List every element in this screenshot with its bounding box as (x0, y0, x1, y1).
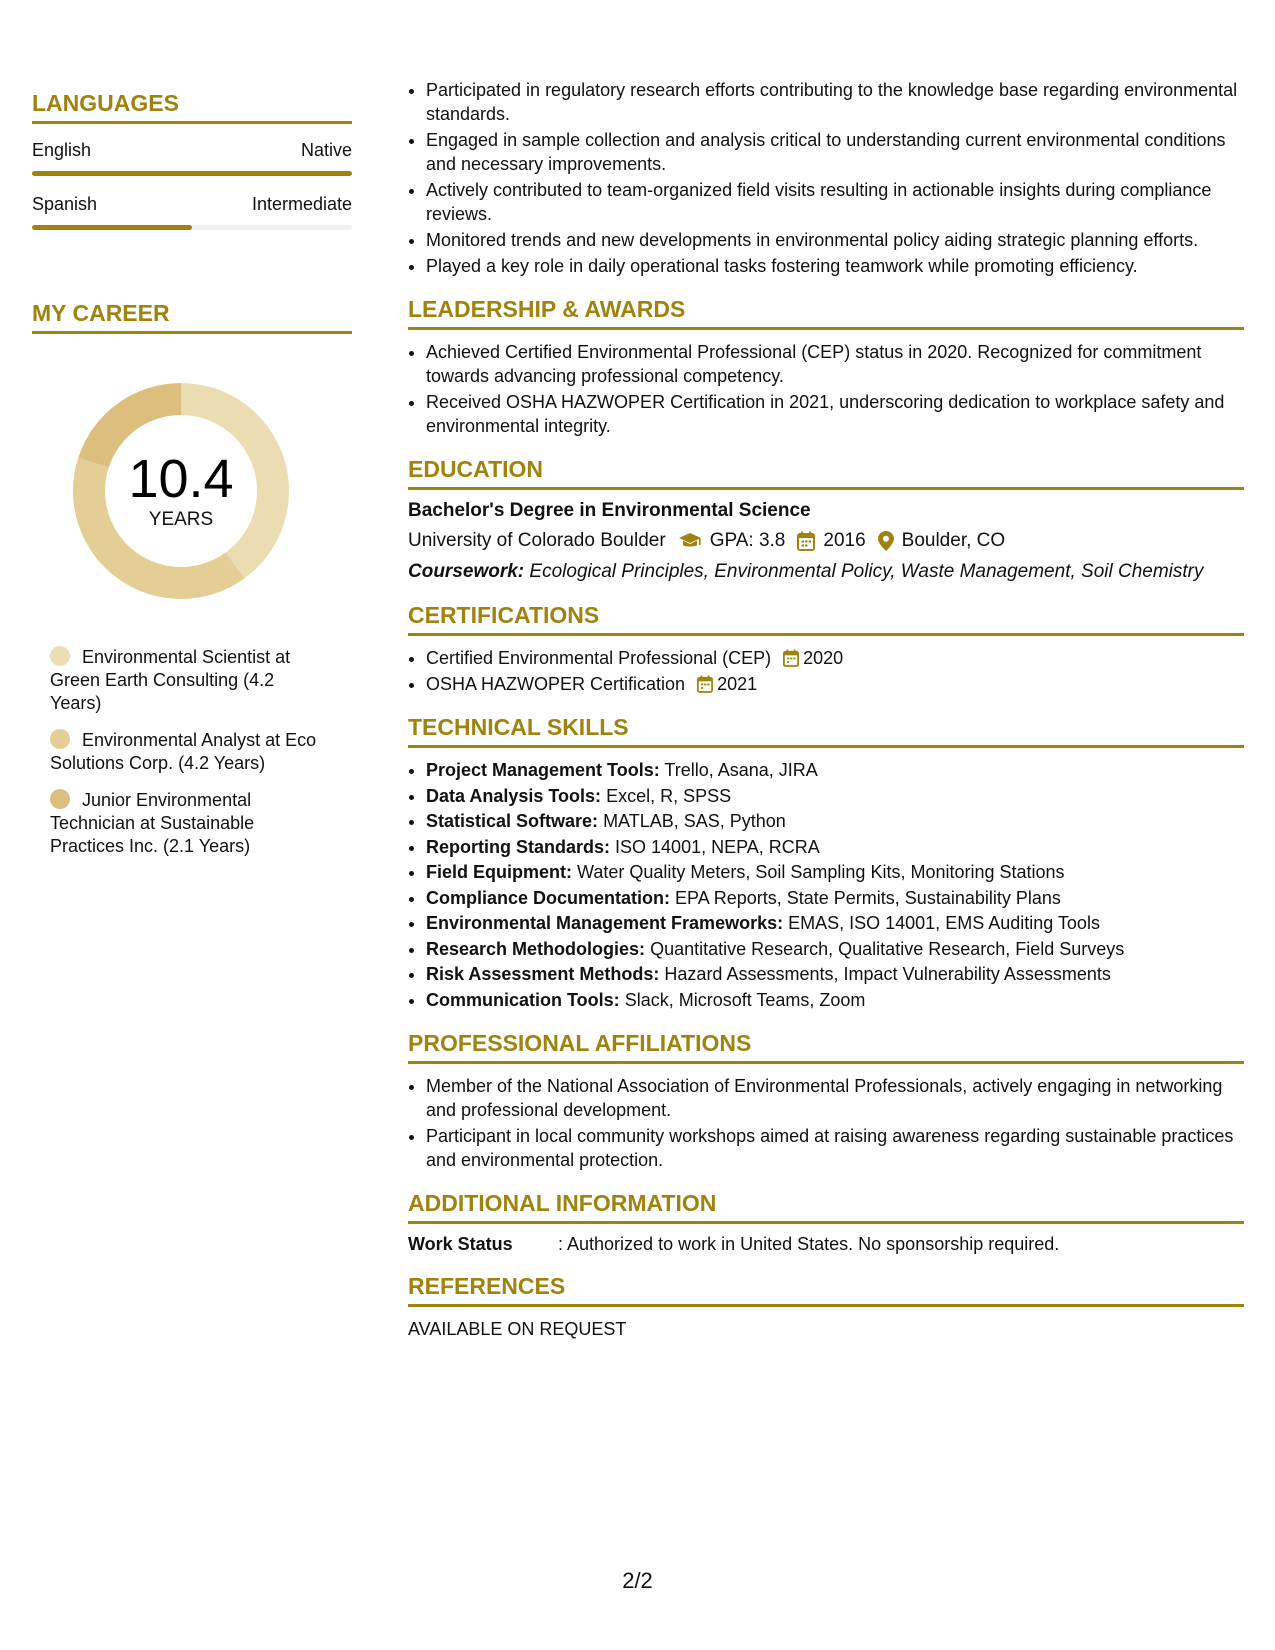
location-pin-icon (878, 531, 894, 551)
list-item: • Engaged in sample collection and analysis critical to understanding current environmental conditions and necessary improvements. (426, 128, 1244, 176)
skill-label: Research Methodologies: (426, 938, 646, 959)
additional-section (408, 1190, 1244, 1255)
skill-value: Hazard Assessments, Impact Vulnerability Assessments (664, 964, 1111, 984)
language-bar-fill (32, 171, 352, 176)
career-total-unit: YEARS (148, 509, 214, 530)
certification-name: • Certified Environmental Professional (CEP) (426, 648, 772, 668)
graduation-cap-icon (678, 532, 702, 550)
references-section (408, 1273, 1244, 1340)
skill-item (426, 937, 1244, 961)
education-location: Boulder, CO (901, 530, 1006, 551)
languages-title: LANGUAGES (32, 90, 352, 124)
career-donut-chart (66, 376, 296, 606)
skill-label: Statistical Software: (426, 811, 599, 831)
list-item: • Played a key role in daily operational tasks fostering teamwork while promoting efficiency. (426, 254, 1244, 278)
left-column (32, 90, 352, 872)
education-gpa: GPA: 3.8 (709, 530, 786, 551)
language-name: English (32, 140, 92, 160)
language-name: Spanish (32, 194, 98, 214)
skill-label: Reporting Standards: (426, 836, 611, 857)
list-item: • Monitored trends and new developments in environmental policy aiding strategic planning efforts. (426, 228, 1244, 252)
list-item: • Participant in local community workshops aimed at raising awareness regarding sustainable practices and environmental protection. (426, 1124, 1244, 1172)
leadership-title: LEADERSHIP & AWARDS (408, 296, 1244, 330)
skill-value: MATLAB, SAS, Python (603, 811, 786, 831)
certification-year: 2021 (717, 674, 758, 694)
list-item (426, 672, 1244, 696)
skill-value: EMAS, ISO 14001, EMS Auditing Tools (788, 913, 1100, 933)
legend-label: Environmental Scientist at Green Earth Consulting (4.2 Years) (50, 647, 291, 713)
education-coursework (408, 560, 1244, 584)
language-bar (32, 225, 352, 230)
calendar-icon (697, 675, 713, 693)
career-legend (50, 646, 320, 858)
language-item (32, 140, 352, 176)
skill-label: Compliance Documentation: (426, 887, 671, 908)
references-title: REFERENCES (408, 1273, 1244, 1307)
references-text: AVAILABLE ON REQUEST (408, 1318, 627, 1339)
legend-label: Environmental Analyst at Eco Solutions Corp. (4.2 Years) (50, 730, 317, 773)
education-section (408, 456, 1244, 584)
list-item: • Achieved Certified Environmental Professional (CEP) status in 2020. Recognized for commitment towards advancing professional competency. (426, 340, 1244, 388)
skills-title: TECHNICAL SKILLS (408, 714, 1244, 748)
additional-value: : Authorized to work in United States. No sponsorship required. (558, 1233, 1060, 1254)
certification-name: • OSHA HAZWOPER Certification (426, 674, 686, 694)
skill-value: EPA Reports, State Permits, Sustainability Plans (675, 887, 1061, 908)
education-year: 2016 (823, 530, 866, 551)
skill-item (426, 835, 1244, 859)
education-school: University of Colorado Boulder (408, 530, 666, 551)
additional-title: ADDITIONAL INFORMATION (408, 1190, 1244, 1224)
list-item: • Member of the National Association of Environmental Professionals, actively engaging in networking and professional development. (426, 1074, 1244, 1122)
legend-dot (50, 789, 70, 809)
certification-year: 2020 (803, 648, 844, 668)
legend-item (50, 729, 320, 775)
skills-section (408, 714, 1244, 1012)
coursework-label: Coursework: (408, 561, 525, 582)
skill-item (426, 860, 1244, 884)
legend-dot (50, 729, 70, 749)
skill-value: Trello, Asana, JIRA (664, 760, 818, 780)
list-item (426, 646, 1244, 670)
career-total-value: 10.4 (128, 449, 234, 509)
skill-label: Environmental Management Frameworks: (426, 913, 784, 933)
skill-label: Data Analysis Tools: (426, 785, 602, 806)
skill-item (426, 784, 1244, 808)
affiliations-section (408, 1030, 1244, 1172)
career-title: MY CAREER (32, 300, 352, 334)
language-item (32, 194, 352, 230)
skill-label: Communication Tools: (426, 989, 620, 1010)
language-bar (32, 171, 352, 176)
affiliations-title: PROFESSIONAL AFFILIATIONS (408, 1030, 1244, 1064)
skill-item (426, 911, 1244, 935)
legend-item (50, 646, 320, 715)
right-column (408, 78, 1244, 1340)
certifications-section (408, 602, 1244, 696)
page-number: 2/2 (622, 1568, 653, 1593)
language-level: Intermediate (251, 194, 352, 214)
leadership-section (408, 296, 1244, 438)
certifications-title: CERTIFICATIONS (408, 602, 1244, 636)
skill-value: Excel, R, SPSS (606, 785, 732, 806)
experience-bullets (408, 78, 1244, 278)
list-item: • Received OSHA HAZWOPER Certification in 2021, underscoring dedication to workplace safety and environmental integrity. (426, 390, 1244, 438)
calendar-icon (783, 649, 799, 667)
skill-label: Field Equipment: (426, 862, 572, 882)
skill-item (426, 758, 1244, 782)
skill-label: Risk Assessment Methods: (426, 964, 660, 984)
legend-label: Junior Environmental Technician at Sustainable Practices Inc. (2.1 Years) (50, 790, 255, 856)
language-level: Native (300, 140, 352, 160)
skill-label: Project Management Tools: (426, 760, 660, 780)
coursework-text: Ecological Principles, Environmental Policy, Waste Management, Soil Chemistry (529, 561, 1204, 582)
legend-item (50, 789, 320, 858)
education-degree: Bachelor's Degree in Environmental Science (408, 500, 811, 521)
skill-value: Slack, Microsoft Teams, Zoom (624, 989, 866, 1010)
education-details (408, 530, 1244, 552)
skill-value: ISO 14001, NEPA, RCRA (615, 836, 820, 857)
language-bar-fill (32, 225, 192, 230)
skill-item (426, 809, 1244, 833)
education-title: EDUCATION (408, 456, 1244, 490)
skill-item (426, 988, 1244, 1012)
skill-item (426, 962, 1244, 986)
skill-value: Quantitative Research, Qualitative Research, Field Surveys (650, 938, 1125, 959)
list-item: • Actively contributed to team-organized field visits resulting in actionable insights during compliance reviews. (426, 178, 1244, 226)
calendar-icon (797, 531, 815, 551)
skill-value: Water Quality Meters, Soil Sampling Kits, Monitoring Stations (577, 862, 1065, 882)
skill-item (426, 886, 1244, 910)
list-item: • Participated in regulatory research efforts contributing to the knowledge base regarding environmental standards. (426, 78, 1244, 126)
legend-dot (50, 646, 70, 666)
additional-key: Work Status (408, 1233, 513, 1254)
